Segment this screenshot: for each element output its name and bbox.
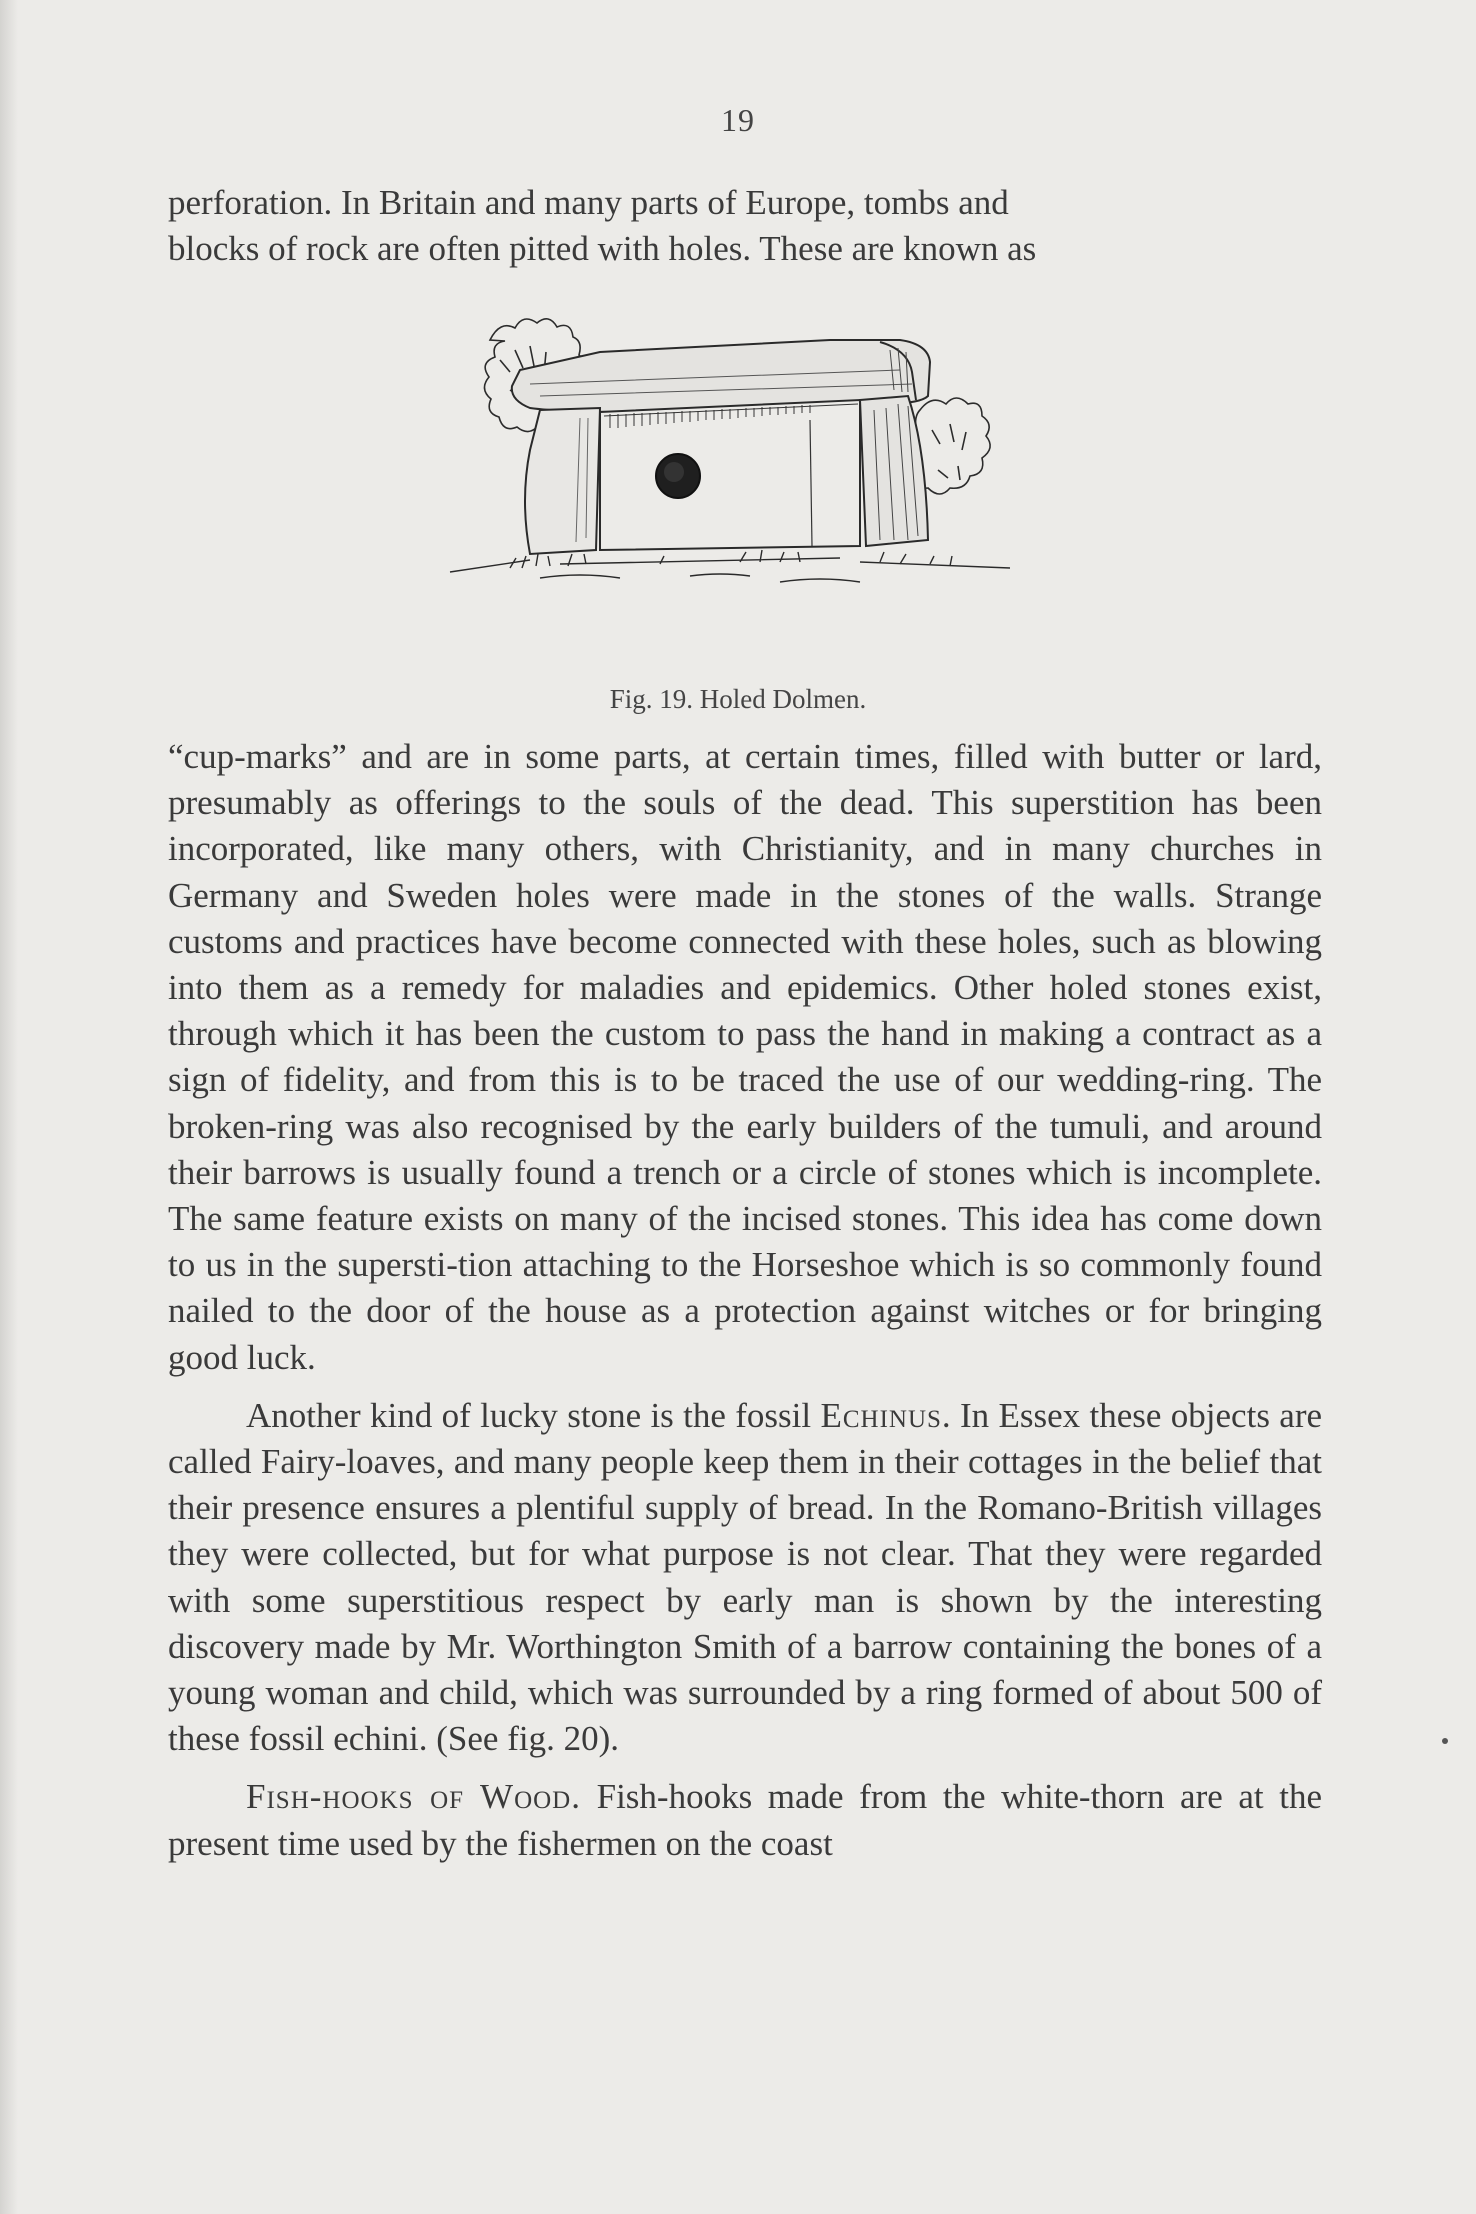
paragraph-gap xyxy=(168,1381,1322,1393)
top-text-block xyxy=(168,180,1322,272)
text-line-2: blocks of rock are often pitted with holes. These are known as xyxy=(168,229,1037,269)
paragraph-gap xyxy=(168,1762,1322,1774)
figure-caption xyxy=(0,684,1476,715)
echinus-term: Echinus xyxy=(820,1395,942,1435)
paragraph-echinus xyxy=(168,1393,1322,1763)
paragraph-cup-marks: “cup-marks” and are in some parts, at certain times, filled with butter or lard, presumably as offerings to the souls of the dead. This superstition has been incorporated, like many others, with Christianity, and in many churches in Germany and Sweden holes were made in the stones of the walls. Strange customs and practices have become connected with these holes, such as blowing into them as a remedy for maladies and epidemics. Other holed stones exist, through which it has been the custom to pass the hand in making a contract as a sign of fidelity, and from this is to be traced the use of our wedding-ring. The broken-ring was also recognised by the early builders of the tumuli, and around their barrows is usually found a trench or a circle of stones which is incomplete. The same feature exists on many of the incised stones. This idea has come down to us in the supersti-tion attaching to the Horseshoe which is so commonly found nailed to the door of the house as a protection against witches or for bringing good luck. xyxy=(168,737,1322,1377)
figure-title: Holed Dolmen. xyxy=(699,684,867,714)
figure-label: Fig. 19. xyxy=(609,684,694,714)
main-text-block xyxy=(168,734,1322,1867)
page-number: 19 xyxy=(721,102,755,138)
text-line-1: perforation. In Britain and many parts of Europe, tombs and xyxy=(168,183,1009,222)
paragraph-echinus-start: Another kind of lucky stone is the fossil xyxy=(246,1395,812,1435)
paragraph-fish-hooks xyxy=(168,1774,1322,1866)
page-edge-shadow xyxy=(0,0,18,2214)
fish-hooks-heading: Fish-hooks of Wood. xyxy=(246,1777,581,1817)
fish-hooks-text: Fish-hooks made from the white-thorn are at the present time used by the fishermen on the coast xyxy=(168,1777,1322,1863)
paragraph-echinus-rest: . In Essex these objects are called Fairy-loaves, and many people keep them in their cottages in the belief that their presence ensures a plentiful supply of bread. In the Romano-British villages they were collected, but for what purpose is not clear. That they were regarded with some superstitious respect by early man is shown by the interesting discovery made by Mr. Worthington Smith of a barrow containing the bones of a young woman and child, which was surrounded by a ring formed of about 500 of these fossil echini. (See fig. 20). xyxy=(168,1395,1323,1759)
holed-dolmen-illustration xyxy=(360,300,1080,660)
paper-speck xyxy=(1442,1738,1448,1744)
